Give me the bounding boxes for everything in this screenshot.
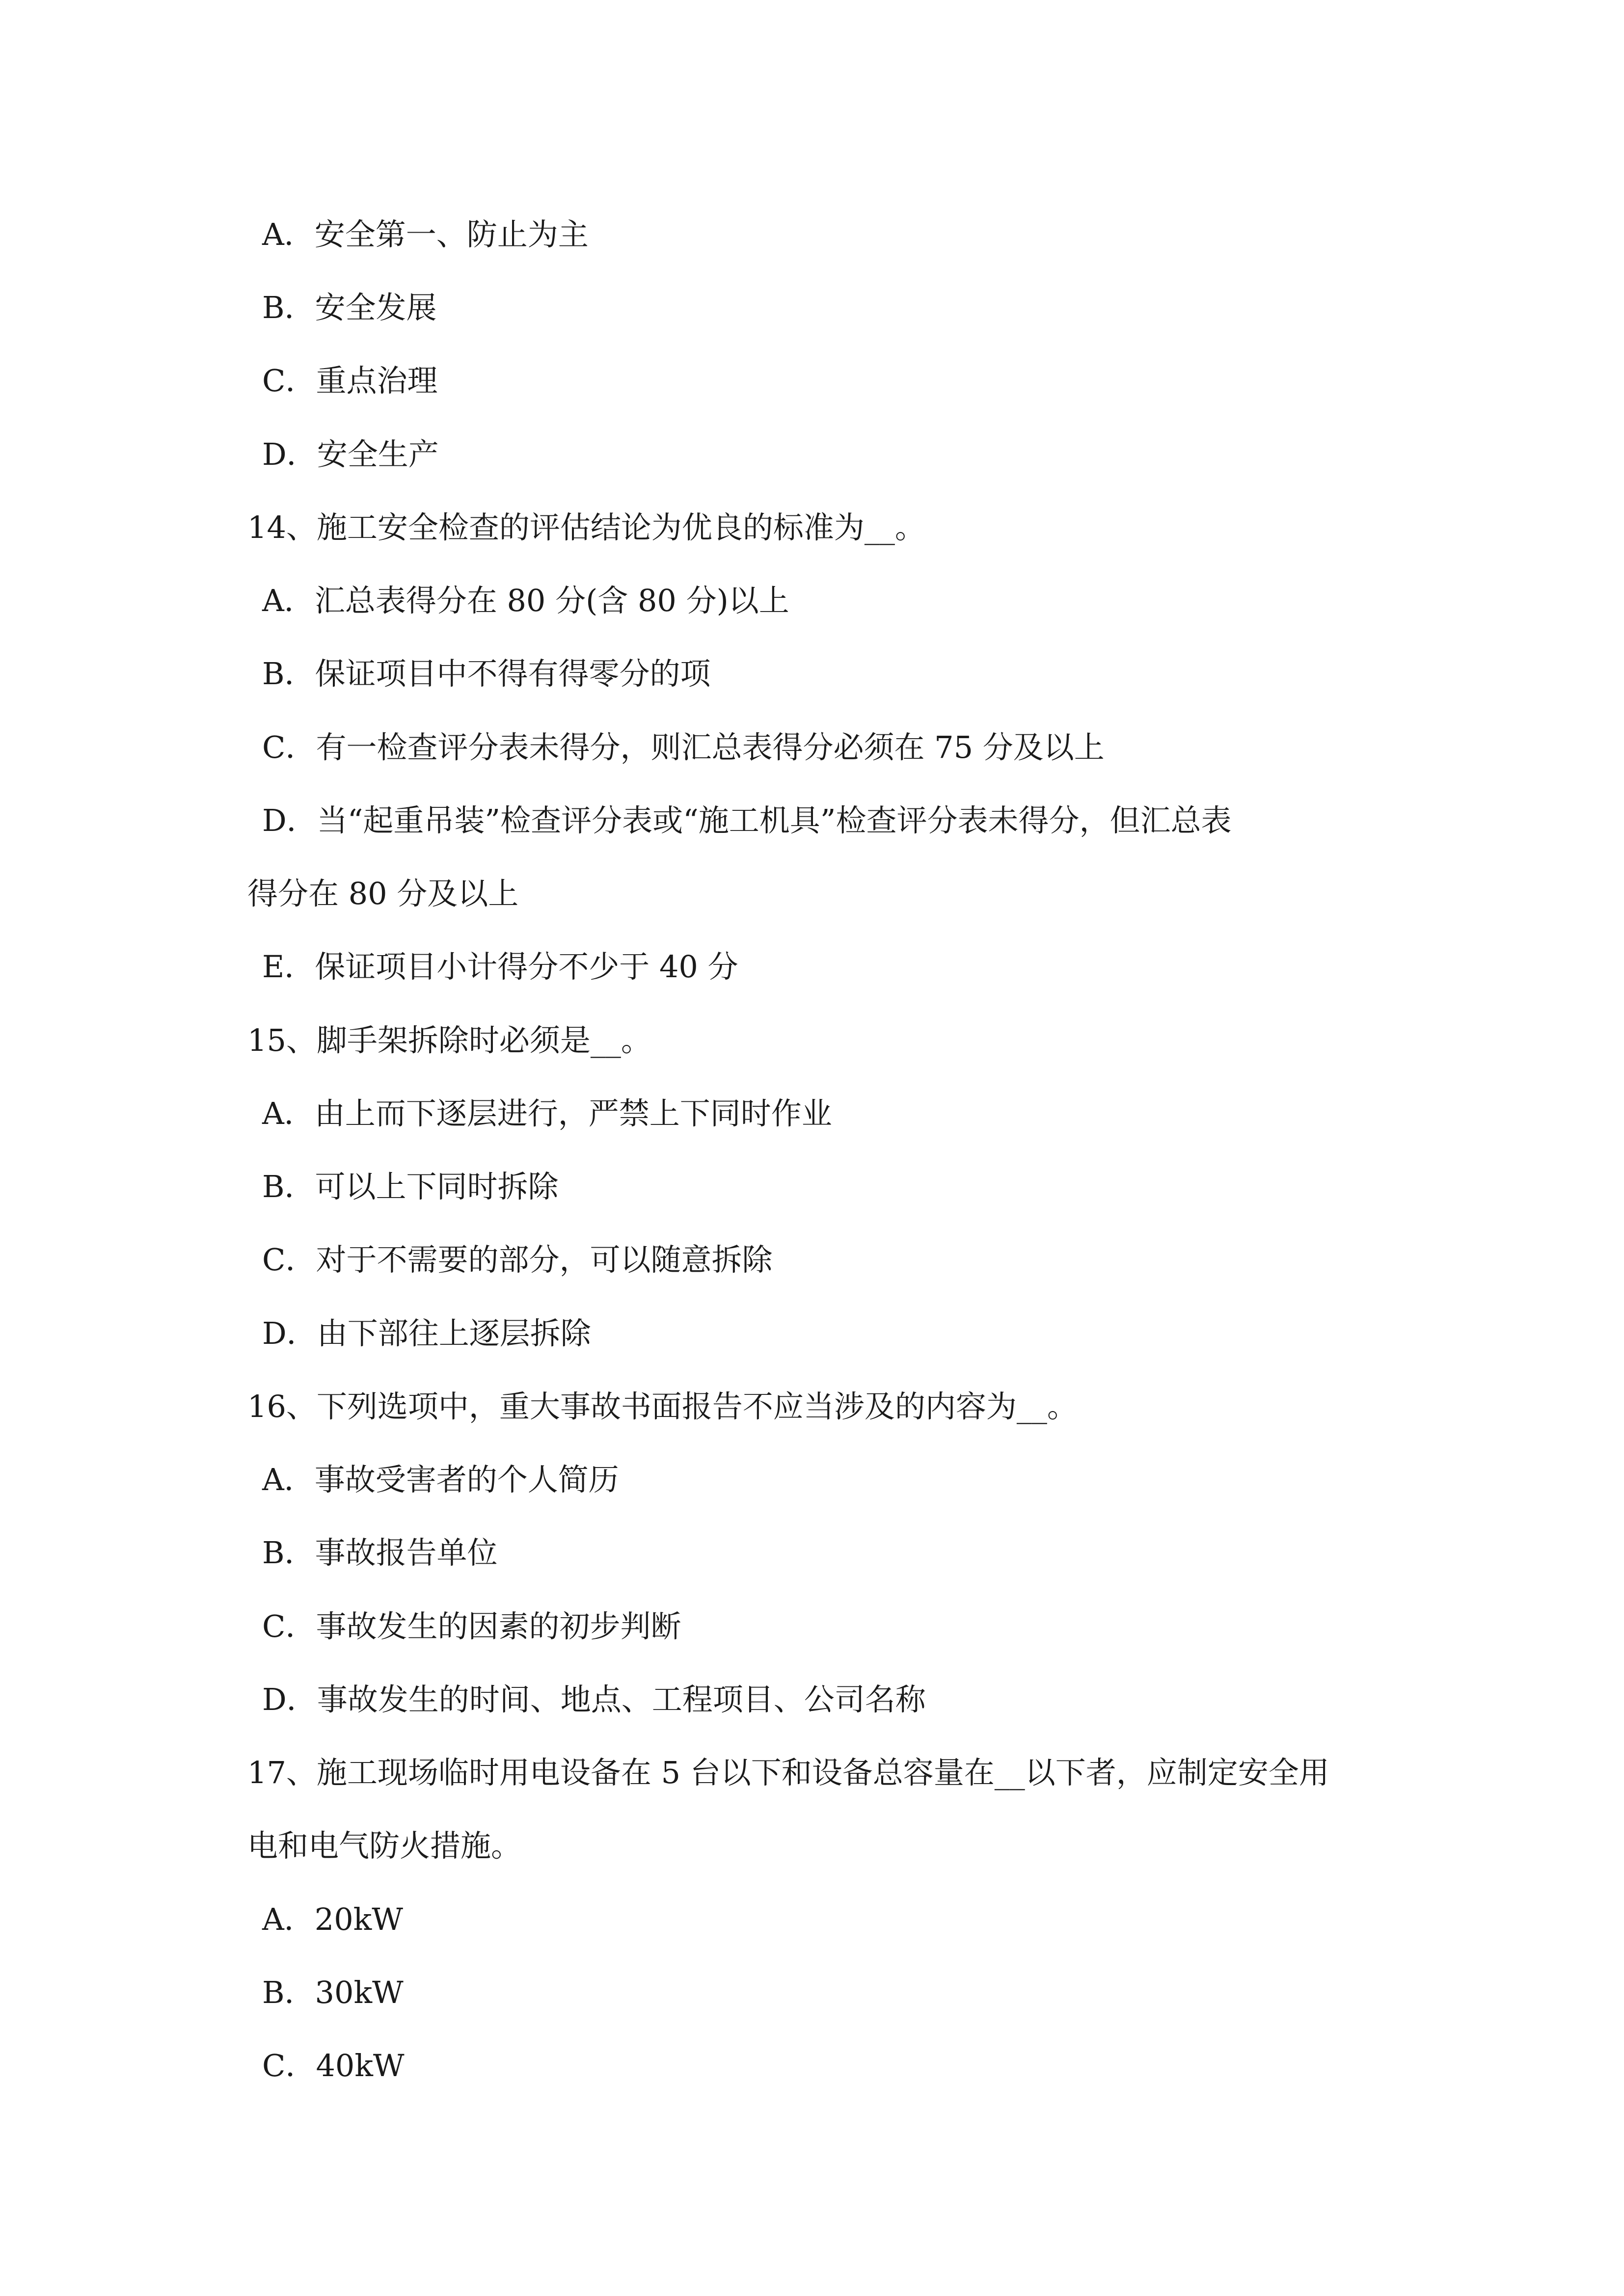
question-14: 14、施工安全检查的评估结论为优良的标准为__。 [247, 509, 925, 545]
option-14-c: C．有一检查评分表未得分，则汇总表得分必须在 75 分及以上 [262, 729, 1105, 765]
option-17-b: B．30kW [262, 1975, 404, 2010]
option-15-b: B．可以上下同时拆除 [262, 1169, 559, 1204]
option-16-b: B．事故报告单位 [262, 1535, 498, 1571]
question-16: 16、下列选项中，重大事故书面报告不应当涉及的内容为__。 [247, 1388, 1078, 1424]
option-14-d: D．当“起重吊装”检查评分表或“施工机具”检查评分表未得分，但汇总表 [262, 802, 1232, 838]
option-16-a: A．事故受害者的个人简历 [262, 1462, 619, 1497]
option-13-b: B．安全发展 [262, 290, 437, 325]
option-13-c: C．重点治理 [262, 363, 438, 399]
option-14-a: A．汇总表得分在 80 分(含 80 分)以上 [262, 583, 789, 618]
option-15-c: C．对于不需要的部分，可以随意拆除 [262, 1242, 773, 1278]
question-17: 17、施工现场临时用电设备在 5 台以下和设备总容量在__以下者，应制定安全用 [247, 1755, 1329, 1790]
option-14-e: E．保证项目小计得分不少于 40 分 [262, 949, 738, 985]
option-14-d-continued: 得分在 80 分及以上 [247, 876, 519, 911]
option-15-a: A．由上而下逐层进行，严禁上下同时作业 [262, 1095, 832, 1131]
option-14-b: B．保证项目中不得有得零分的项 [262, 656, 711, 692]
option-15-d: D．由下部往上逐层拆除 [262, 1315, 591, 1351]
question-15: 15、脚手架拆除时必须是__。 [247, 1022, 651, 1058]
option-13-d: D．安全生产 [262, 436, 439, 472]
option-17-c: C．40kW [262, 2048, 405, 2083]
option-13-a: A．安全第一、防止为主 [262, 216, 589, 252]
option-16-d: D．事故发生的时间、地点、工程项目、公司名称 [262, 1682, 926, 1717]
option-17-a: A．20kW [262, 1901, 403, 1937]
option-16-c: C．事故发生的因素的初步判断 [262, 1608, 681, 1644]
question-17-continued: 电和电气防火措施。 [247, 1828, 522, 1864]
